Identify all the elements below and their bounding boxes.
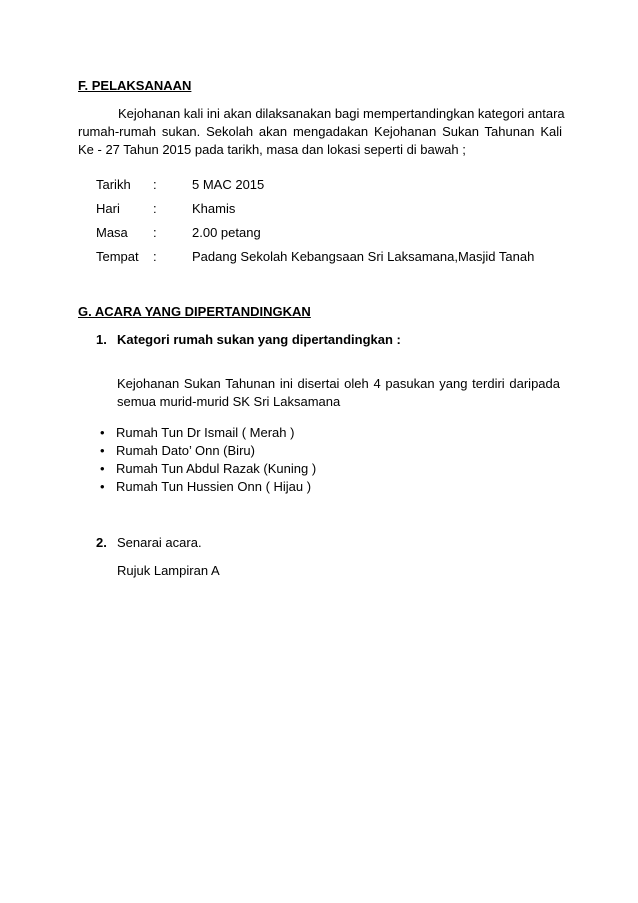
- detail-label: Tempat: [96, 249, 139, 264]
- bullet-icon: •: [100, 425, 105, 440]
- detail-value: Khamis: [192, 201, 236, 216]
- section-f-title: F. PELAKSANAAN: [78, 78, 192, 93]
- house-name: Rumah Dato’ Onn (Biru): [116, 443, 255, 458]
- detail-separator: :: [153, 225, 157, 240]
- paragraph-line: Ke - 27 Tahun 2015 pada tarikh, masa dan lokasi seperti di bawah ;: [78, 142, 466, 157]
- item-2-reference: Rujuk Lampiran A: [117, 563, 220, 578]
- paragraph-line: Kejohanan Sukan Tahunan ini disertai oleh 4 pasukan yang terdiri daripada: [117, 376, 560, 391]
- paragraph-line: Kejohanan kali ini akan dilaksanakan bagi mempertandingkan kategori antara: [118, 106, 565, 121]
- bullet-icon: •: [100, 479, 105, 494]
- section-g-title: G. ACARA YANG DIPERTANDINGKAN: [78, 304, 311, 319]
- item-1-heading: Kategori rumah sukan yang dipertandingkan :: [117, 332, 401, 347]
- item-2-heading: Senarai acara.: [117, 535, 202, 550]
- house-name: Rumah Tun Dr Ismail ( Merah ): [116, 425, 295, 440]
- detail-value: Padang Sekolah Kebangsaan Sri Laksamana,Masjid Tanah: [192, 249, 535, 264]
- house-name: Rumah Tun Hussien Onn ( Hijau ): [116, 479, 312, 494]
- house-name: Rumah Tun Abdul Razak (Kuning ): [116, 461, 317, 476]
- paragraph-line: rumah-rumah sukan. Sekolah akan mengadakan Kejohanan Sukan Tahunan Kali: [78, 124, 562, 139]
- detail-label: Tarikh: [96, 177, 131, 192]
- detail-value: 5 MAC 2015: [192, 177, 265, 192]
- detail-label: Masa: [96, 225, 128, 240]
- detail-separator: :: [153, 201, 157, 216]
- bullet-icon: •: [100, 461, 105, 476]
- section-f-paragraph: [78, 105, 565, 159]
- item-1-paragraph: [117, 375, 560, 411]
- bullet-icon: •: [100, 443, 105, 458]
- detail-label: Hari: [96, 201, 120, 216]
- item-2-number: 2.: [96, 535, 107, 550]
- detail-separator: :: [153, 177, 157, 192]
- detail-value: 2.00 petang: [192, 225, 261, 240]
- paragraph-line: semua murid-murid SK Sri Laksamana: [117, 394, 341, 409]
- item-1-number: 1.: [96, 332, 107, 347]
- detail-separator: :: [153, 249, 157, 264]
